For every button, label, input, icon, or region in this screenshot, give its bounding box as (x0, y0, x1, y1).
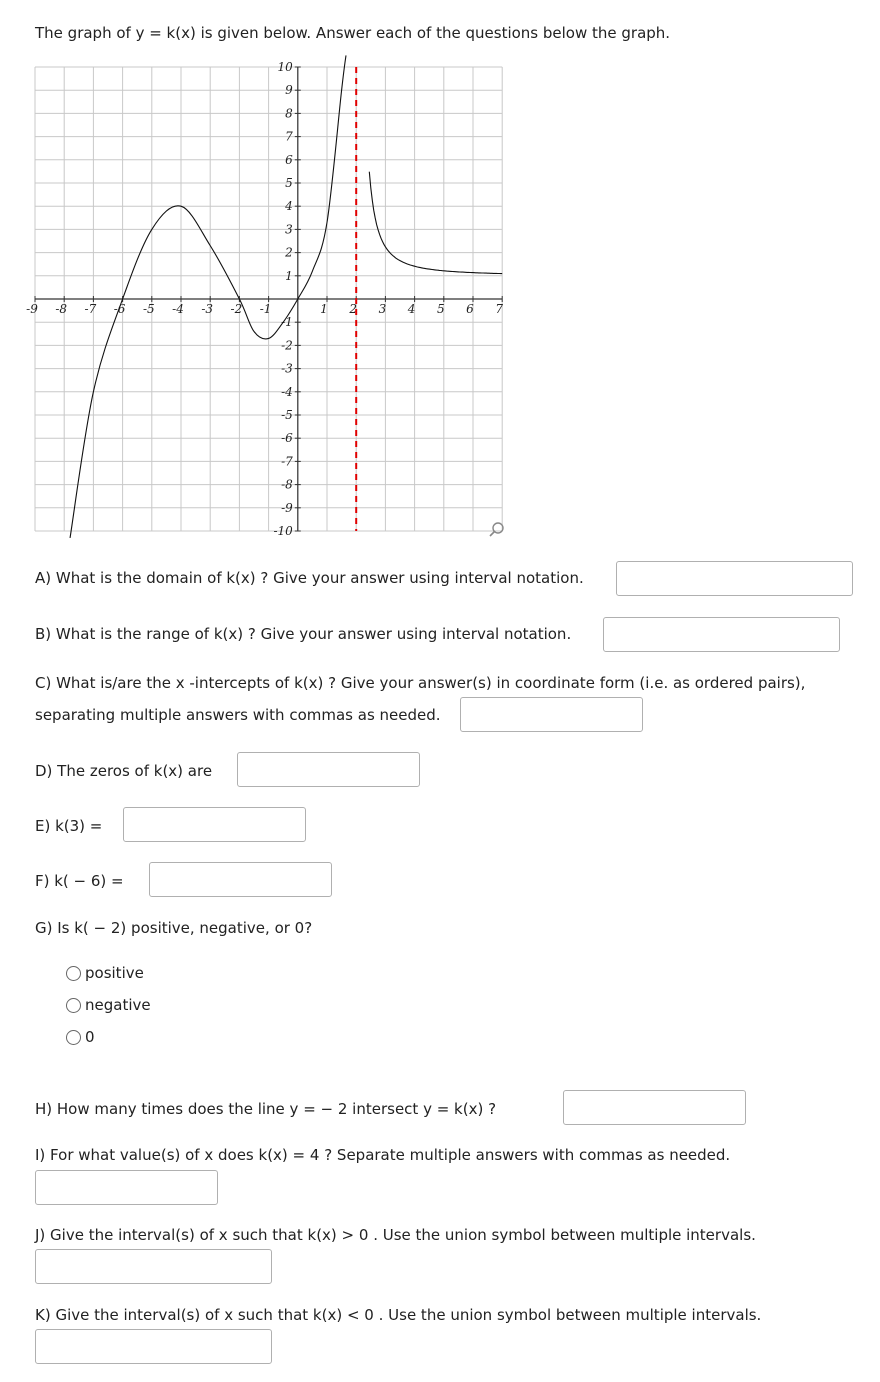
question-g: G) Is k( − 2) positive, negative, or 0? (35, 919, 313, 937)
radio-zero[interactable] (66, 1028, 95, 1046)
radio-positive[interactable] (66, 964, 144, 982)
x-tick-label: 5 (436, 302, 445, 316)
y-tick-label: 10 (277, 60, 293, 74)
k3-input[interactable] (123, 807, 306, 842)
x-tick-label: 7 (495, 302, 504, 316)
domain-input[interactable] (616, 561, 853, 596)
y-tick-label: 5 (285, 176, 293, 190)
question-a: A) What is the domain of k(x) ? Give your answer using interval notation. (35, 569, 584, 587)
radio-circle[interactable] (66, 998, 81, 1013)
x-tick-label: -4 (172, 302, 184, 316)
function-graph (26, 55, 520, 547)
x-tick-label: 1 (320, 302, 328, 316)
y-tick-label: -6 (281, 431, 293, 446)
question-b: B) What is the range of k(x) ? Give your answer using interval notation. (35, 625, 572, 643)
question-f: F) k( − 6) = (35, 872, 124, 890)
y-tick-label: -7 (281, 454, 293, 469)
y-tick-label: 9 (285, 83, 293, 98)
x-tick-label: -5 (142, 302, 155, 316)
question-k: K) Give the interval(s) of x such that k(x) < 0 . Use the union symbol between multiple intervals. (35, 1306, 762, 1324)
question-i: I) For what value(s) of x does k(x) = 4 ? Separate multiple answers with commas as needed. (35, 1146, 731, 1164)
x-intercepts-input[interactable] (460, 697, 643, 732)
radio-positive-label: positive (85, 964, 144, 982)
y-tick-label: -8 (281, 477, 293, 492)
question-c-line2: separating multiple answers with commas as needed. (35, 706, 441, 724)
magnifier-icon[interactable] (490, 523, 503, 536)
question-c-line1: C) What is/are the x -intercepts of k(x) ? Give your answer(s) in coordinate form (i.e. as ordered pairs), (35, 674, 806, 692)
curve-left-branch (70, 55, 346, 538)
x-tick-label: 3 (378, 302, 387, 316)
y-tick-label: -3 (281, 361, 293, 376)
y-tick-label: -5 (281, 408, 293, 422)
y-tick-label: -4 (281, 384, 293, 399)
y-tick-label: 6 (285, 152, 293, 167)
positive-intervals-input[interactable] (35, 1249, 272, 1284)
question-h: H) How many times does the line y = − 2 intersect y = k(x) ? (35, 1100, 497, 1118)
x-tick-label: 2 (349, 302, 358, 316)
y-tick-label: 2 (285, 245, 293, 260)
x-tick-label: -9 (26, 302, 38, 316)
k-equals-4-input[interactable] (35, 1170, 218, 1205)
intro-text: The graph of y = k(x) is given below. Answer each of the questions below the graph. (35, 24, 671, 42)
y-tick-label: 4 (285, 199, 293, 214)
question-d: D) The zeros of k(x) are (35, 762, 213, 780)
radio-negative[interactable] (66, 996, 151, 1014)
radio-zero-label: 0 (85, 1028, 95, 1046)
question-j: J) Give the interval(s) of x such that k(x) > 0 . Use the union symbol between multiple intervals. (35, 1226, 756, 1244)
x-tick-label: -7 (84, 302, 97, 316)
radio-negative-label: negative (85, 996, 151, 1014)
y-tick-label: 1 (285, 268, 293, 283)
y-tick-label: -10 (273, 524, 293, 538)
x-tick-label: -2 (230, 302, 243, 316)
y-tick-label: 8 (285, 106, 293, 121)
curve-right-branch (369, 172, 502, 274)
x-tick-label: -3 (201, 302, 214, 316)
negative-intervals-input[interactable] (35, 1329, 272, 1364)
y-tick-label: 7 (285, 129, 293, 144)
question-e: E) k(3) = (35, 817, 103, 835)
x-tick-label: 6 (466, 302, 474, 316)
zeros-input[interactable] (237, 752, 420, 787)
y-tick-label: -1 (281, 315, 293, 330)
x-tick-label: 4 (407, 302, 416, 316)
x-tick-label: -8 (55, 302, 68, 316)
y-tick-label: -2 (281, 338, 293, 353)
x-tick-label: -6 (113, 302, 126, 316)
radio-circle[interactable] (66, 966, 81, 981)
y-tick-label: -9 (281, 500, 293, 515)
x-tick-label: -1 (259, 302, 272, 316)
radio-circle[interactable] (66, 1030, 81, 1045)
range-input[interactable] (603, 617, 840, 652)
k-neg6-input[interactable] (149, 862, 332, 897)
y-tick-label: 3 (285, 222, 293, 237)
intersections-input[interactable] (563, 1090, 746, 1125)
